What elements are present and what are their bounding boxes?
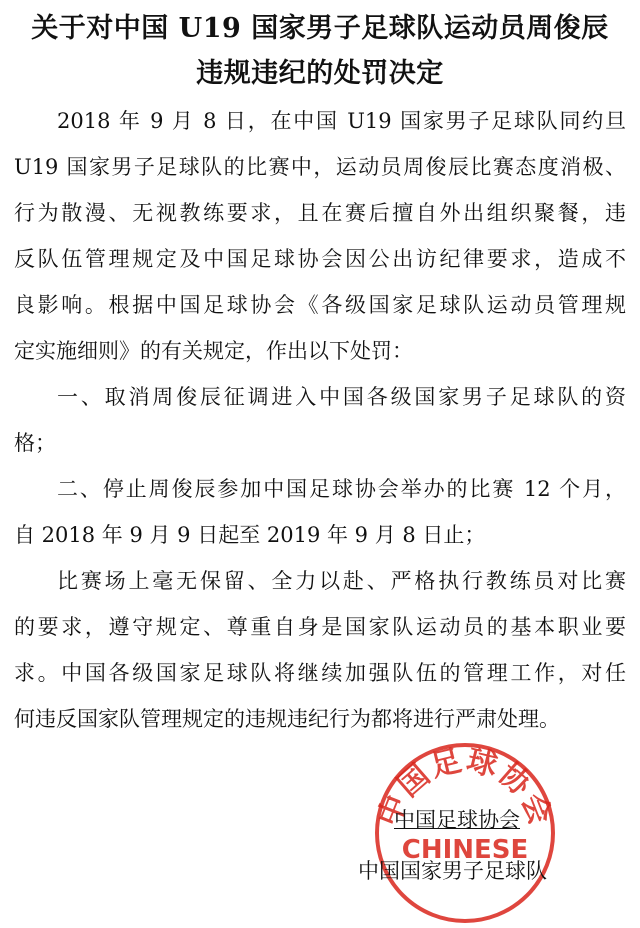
document-title-line-1: 关于对中国 U19 国家男子足球队运动员周俊辰 bbox=[31, 13, 609, 44]
paragraph-line: 求。中国各级国家足球队将继续加强队伍的管理工作，对任 bbox=[14, 661, 626, 685]
paragraph-line: 比赛场上毫无保留、全力以赴、严格执行教练员对比赛 bbox=[57, 569, 626, 593]
paragraph-line: 何违反国家队管理规定的违规违纪行为都将进行严肃处理。 bbox=[14, 707, 560, 731]
paragraph-line: 良影响。根据中国足球协会《各级国家足球队运动员管理规 bbox=[14, 293, 626, 317]
paragraph-line: 定实施细则》的有关规定，作出以下处罚： bbox=[14, 339, 413, 363]
document-title-line-2: 违规违纪的处罚决定 bbox=[196, 58, 444, 89]
seal-top-text: 中国足球协会 bbox=[371, 742, 559, 832]
signature-team: 中国国家男子足球队 bbox=[358, 859, 547, 883]
signature-org: 中国足球协会 bbox=[394, 808, 520, 832]
paragraph-line: 一、取消周俊辰征调进入中国各级国家男子足球队的资 bbox=[57, 385, 626, 409]
paragraph-line: 行为散漫、无视教练要求，且在赛后擅自外出组织聚餐，违 bbox=[14, 201, 626, 225]
seal-center-text: CHINESE bbox=[401, 835, 529, 865]
paragraph-line: U19 国家男子足球队的比赛中，运动员周俊辰比赛态度消极、 bbox=[14, 155, 626, 179]
paragraph-line: 的要求，遵守规定、尊重自身是国家队运动员的基本职业要 bbox=[14, 615, 626, 639]
paragraph-line: 反队伍管理规定及中国足球协会因公出访纪律要求，造成不 bbox=[14, 247, 626, 271]
paragraph-line: 自 2018 年 9 月 9 日起至 2019 年 9 月 8 日止； bbox=[14, 523, 486, 547]
paragraph-line: 二、停止周俊辰参加中国足球协会举办的比赛 12 个月， bbox=[57, 477, 626, 501]
paragraph-line: 格； bbox=[14, 431, 56, 455]
paragraph-line: 2018 年 9 月 8 日，在中国 U19 国家男子足球队同约旦 bbox=[57, 109, 626, 133]
